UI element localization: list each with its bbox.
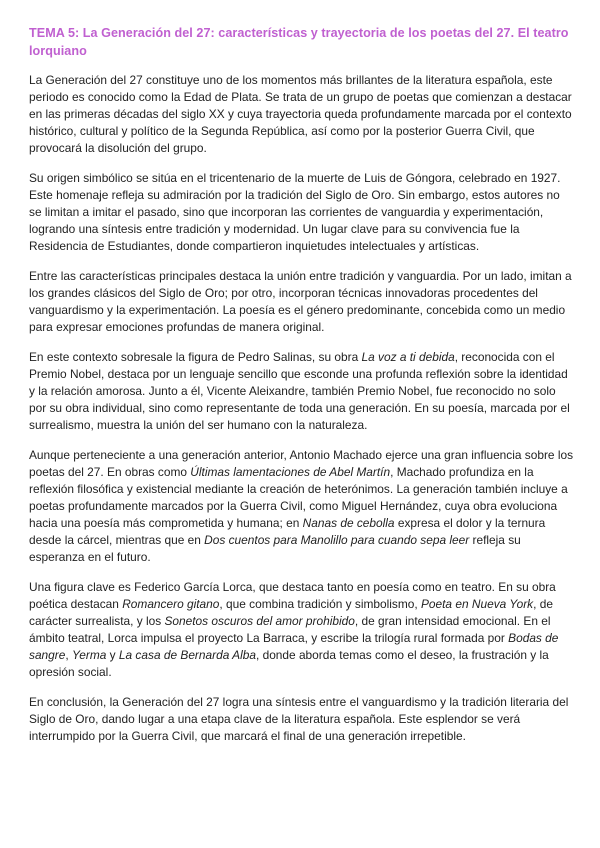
paragraph-text: , que combina tradición y simbolismo, [219, 597, 421, 612]
paragraph-5 [29, 447, 574, 567]
document-title: TEMA 5: La Generación del 27: características y trayectoria de los poetas del 27. El teatro lorquiano [29, 26, 569, 58]
paragraph-text: , [65, 648, 72, 663]
work-title: Últimas lamentaciones de Abel Martín [190, 464, 391, 479]
paragraph-text: expresa el dolor y la ternura desde la cárcel, mientras que en [29, 516, 546, 548]
paragraph-text: , de gran intensidad emocional. En el ámbito teatral, Lorca impulsa el proyecto La Barraca, y escribe la trilogía rural formada por [29, 614, 551, 646]
paragraph-3 [29, 268, 574, 336]
paragraph-2 [29, 170, 574, 255]
paragraph-text: , donde aborda temas como el deseo, la frustración y la opresión social. [29, 648, 549, 680]
paragraph-text: Aunque perteneciente a una generación anterior, Antonio Machado ejerce una gran influencia sobre los poetas del 27. En obras como [29, 447, 574, 479]
document-page [29, 24, 574, 758]
work-title: Nanas de cebolla [302, 516, 395, 531]
work-title: Sonetos oscuros del amor prohibido [164, 614, 355, 629]
paragraph-7 [29, 694, 574, 745]
paragraph-text: , de carácter surrealista, y los [29, 597, 553, 629]
document-body [29, 72, 574, 745]
work-title: Bodas de sangre [29, 631, 559, 663]
paragraph-text: Su origen simbólico se sitúa en el tricentenario de la muerte de Luis de Góngora, celebrado en 1927. Este homenaje refleja su admiración por la tradición del Siglo de Oro. Sin embargo, estos autores no se limitan a imitar el pasado, sino que incorporan las corrientes de vanguardia y experimentación, logrando una síntesis entre tradición y modernidad. Un lugar clave para su convivencia fue la Residencia de Estudiantes, donde compartieron inquietudes intelectuales y artísticas. [29, 170, 561, 254]
work-title: Romancero gitano [122, 597, 220, 612]
paragraph-text: Una figura clave es Federico García Lorca, que destaca tanto en poesía como en teatro. En su obra poética destacan [29, 579, 556, 612]
paragraph-text: refleja su esperanza en el futuro. [29, 533, 521, 565]
work-title: Poeta en Nueva York [420, 597, 534, 612]
paragraph-text: En conclusión, la Generación del 27 logra una síntesis entre el vanguardismo y la tradición literaria del Siglo de Oro, dando lugar a una etapa clave de la literatura española. Este esplendor se verá interrumpido por la Guerra Civil, que marcará el final de una generación irrepetible. [29, 695, 569, 744]
work-title: La voz a ti debida [361, 349, 455, 364]
work-title: Dos cuentos para Manolillo para cuando sepa leer [204, 533, 470, 548]
paragraph-text: La Generación del 27 constituye uno de los momentos más brillantes de la literatura española, este periodo es conocido como la Edad de Plata. Se trata de un grupo de poetas que comienzan a destacar en las primeras décadas del siglo XX y cuya trayectoria queda profundamente marcada por el contexto histórico, cultural y político de la Segunda República, así como por la posterior Guerra Civil, que provocará la disolución del grupo. [29, 73, 572, 156]
work-title: La casa de Bernarda Alba [118, 648, 256, 663]
paragraph-text: En este contexto sobresale la figura de Pedro Salinas, su obra [29, 349, 362, 364]
paragraph-6 [29, 579, 574, 682]
work-title: Yerma [71, 648, 107, 663]
paragraph-text: Entre las características principales destaca la unión entre tradición y vanguardia. Por un lado, imitan a los grandes clásicos del Siglo de Oro; por otro, incorporan técnicas innovadoras procedentes del vanguardismo y la experimentación. La poesía es el género predominante, concebida como un medio para expresar emociones profundas de manera original. [29, 268, 572, 335]
paragraph-text: , reconocida con el Premio Nobel, destaca por un lenguaje sencillo que esconde una profunda reflexión sobre la identidad y la relación amorosa. Junto a él, Vicente Aleixandre, también Premio Nobel, fue reconocido no solo por su obra individual, sino como representante de toda una generación. En su poesía, marcada por el surrealismo, muestra la unión del ser humano con la naturaleza. [29, 349, 570, 433]
paragraph-text: , Machado profundiza en la reflexión filosófica y existencial mediante la creación de heterónimos. La generación también incluye a poetas profundamente marcados por la Guerra Civil, como Miguel Hernández, cuya obra evoluciona hacia una poesía más comprometida y humana; en [29, 464, 568, 531]
paragraph-1 [29, 72, 574, 157]
paragraph-4 [29, 349, 574, 434]
paragraph-text: y [106, 648, 119, 663]
